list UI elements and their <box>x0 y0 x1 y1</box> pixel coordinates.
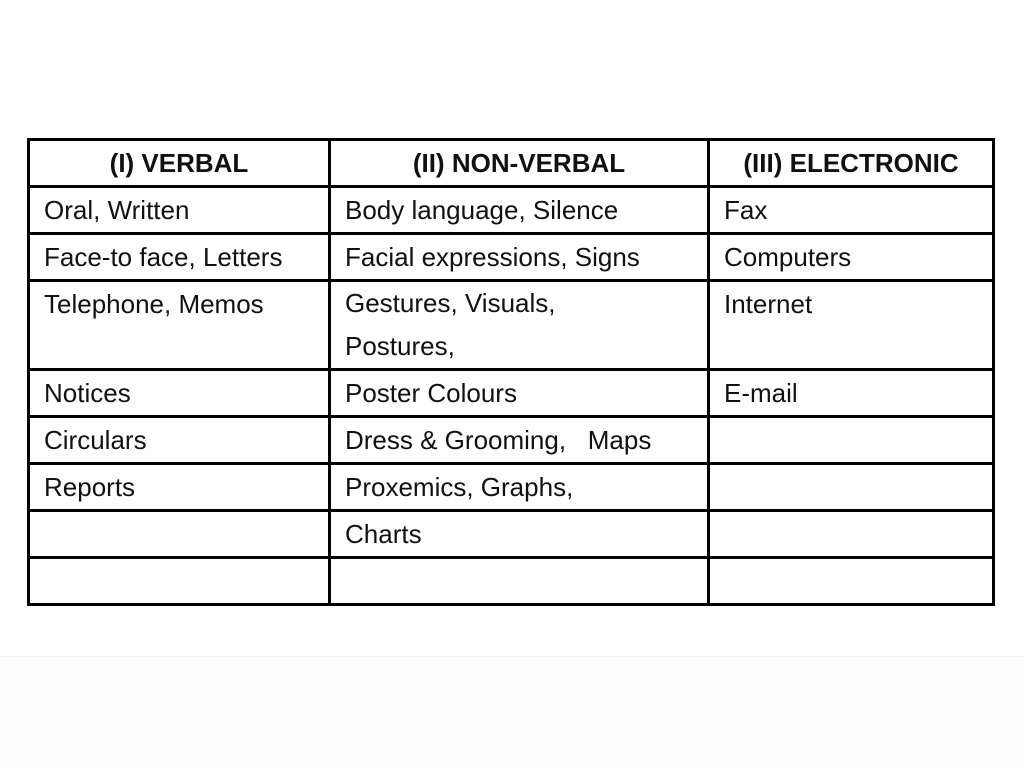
table-row <box>29 370 994 417</box>
table-header-row <box>29 140 994 187</box>
cell-non-verbal: Charts <box>330 511 709 558</box>
cell-electronic <box>709 558 994 605</box>
cell-electronic: Computers <box>709 234 994 281</box>
cell-non-verbal: Proxemics, Graphs, <box>330 464 709 511</box>
table-row <box>29 464 994 511</box>
table-row <box>29 281 994 370</box>
cell-verbal: Oral, Written <box>29 187 330 234</box>
cell-electronic <box>709 417 994 464</box>
table-row <box>29 417 994 464</box>
table-row <box>29 558 994 605</box>
cell-verbal: Face-to face, Letters <box>29 234 330 281</box>
cell-verbal <box>29 511 330 558</box>
table-row <box>29 187 994 234</box>
cell-verbal: Reports <box>29 464 330 511</box>
bottom-band <box>0 656 1024 768</box>
cell-electronic <box>709 464 994 511</box>
cell-verbal <box>29 558 330 605</box>
header-non-verbal: (II) NON-VERBAL <box>330 140 709 187</box>
table-row <box>29 511 994 558</box>
cell-non-verbal <box>330 558 709 605</box>
header-verbal: (I) VERBAL <box>29 140 330 187</box>
cell-electronic: Fax <box>709 187 994 234</box>
cell-electronic: E-mail <box>709 370 994 417</box>
table-row <box>29 234 994 281</box>
cell-verbal: Circulars <box>29 417 330 464</box>
cell-non-verbal <box>330 281 709 370</box>
cell-non-verbal: Dress & Grooming, Maps <box>330 417 709 464</box>
cell-electronic: Internet <box>709 281 994 370</box>
cell-non-verbal: Body language, Silence <box>330 187 709 234</box>
cell-electronic <box>709 511 994 558</box>
cell-non-verbal-text: Gestures, Visuals, Postures, <box>345 288 556 361</box>
cell-non-verbal: Poster Colours <box>330 370 709 417</box>
header-electronic: (III) ELECTRONIC <box>709 140 994 187</box>
cell-non-verbal: Facial expressions, Signs <box>330 234 709 281</box>
cell-verbal: Notices <box>29 370 330 417</box>
cell-verbal: Telephone, Memos <box>29 281 330 370</box>
communication-types-table <box>27 138 995 606</box>
